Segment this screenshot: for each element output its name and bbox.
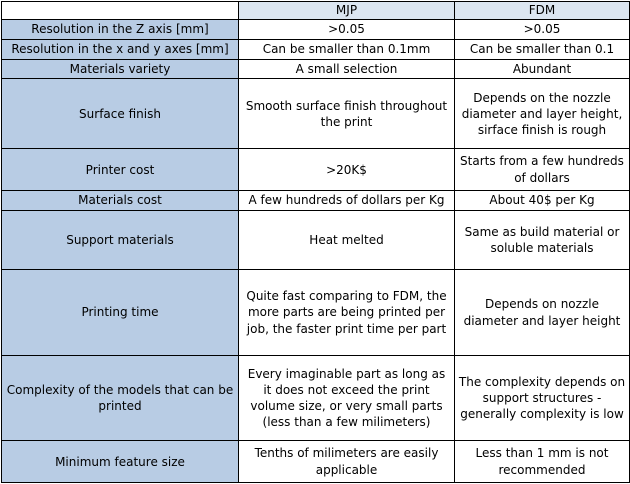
table-row (2, 191, 630, 211)
mjp-cell: >20K$ (239, 149, 455, 191)
row-label: Printing time (2, 270, 239, 356)
row-label: Complexity of the models that can be printed (2, 355, 239, 441)
table-row (2, 149, 630, 191)
row-label: Minimum feature size (2, 441, 239, 483)
table-row (2, 20, 630, 40)
row-label: Printer cost (2, 149, 239, 191)
mjp-cell: Every imaginable part as long as it does not exceed the print volume size, or very small parts (less than a few milimeters) (239, 355, 455, 441)
header-corner-cell (2, 2, 239, 20)
row-label: Surface finish (2, 79, 239, 149)
row-label: Materials cost (2, 191, 239, 211)
table-row (2, 355, 630, 441)
mjp-cell: Tenths of milimeters are easily applicable (239, 441, 455, 483)
table-row (2, 270, 630, 356)
table-row (2, 79, 630, 149)
fdm-cell: >0.05 (455, 20, 630, 40)
table-row (2, 441, 630, 483)
mjp-cell: >0.05 (239, 20, 455, 40)
mjp-cell: Can be smaller than 0.1mm (239, 39, 455, 59)
fdm-cell: Can be smaller than 0.1 (455, 39, 630, 59)
comparison-table (1, 1, 630, 483)
fdm-cell: Same as build material or soluble materials (455, 210, 630, 269)
table-row (2, 39, 630, 59)
column-header-fdm: FDM (455, 2, 630, 20)
fdm-cell: Starts from a few hundreds of dollars (455, 149, 630, 191)
header-row (2, 2, 630, 20)
row-label: Materials variety (2, 59, 239, 79)
fdm-cell: Depends on the nozzle diameter and layer height, sirface finish is rough (455, 79, 630, 149)
row-label: Resolution in the x and y axes [mm] (2, 39, 239, 59)
fdm-cell: Less than 1 mm is not recommended (455, 441, 630, 483)
mjp-cell: Smooth surface finish throughout the print (239, 79, 455, 149)
fdm-cell: Depends on nozzle diameter and layer height (455, 270, 630, 356)
row-label: Resolution in the Z axis [mm] (2, 20, 239, 40)
row-label: Support materials (2, 210, 239, 269)
table-row (2, 210, 630, 269)
column-header-mjp: MJP (239, 2, 455, 20)
mjp-cell: Heat melted (239, 210, 455, 269)
mjp-cell: A small selection (239, 59, 455, 79)
fdm-cell: About 40$ per Kg (455, 191, 630, 211)
fdm-cell: The complexity depends on support structures - generally complexity is low (455, 355, 630, 441)
mjp-cell: A few hundreds of dollars per Kg (239, 191, 455, 211)
fdm-cell: Abundant (455, 59, 630, 79)
mjp-cell: Quite fast comparing to FDM, the more parts are being printed per job, the faster print time per part (239, 270, 455, 356)
table-row (2, 59, 630, 79)
